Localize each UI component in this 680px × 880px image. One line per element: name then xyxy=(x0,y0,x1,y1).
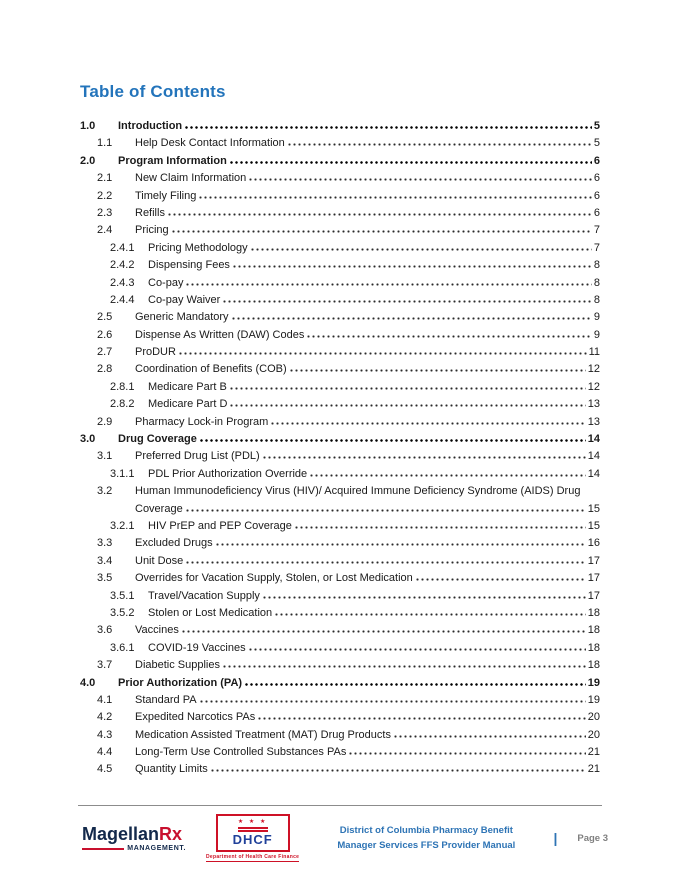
toc-entry-label: Medicare Part B xyxy=(148,380,227,393)
toc-entry-label: Dispensing Fees xyxy=(148,259,230,272)
toc-entry-page: 18 xyxy=(587,641,600,654)
toc-entry-page: 6 xyxy=(593,189,600,202)
toc-entry-number: 2.4.1 xyxy=(110,241,135,254)
toc-entry-number: 2.9 xyxy=(97,415,113,428)
toc-entry xyxy=(80,448,600,465)
toc-entry-label: Medication Assisted Treatment (MAT) Drug Products xyxy=(135,728,391,741)
toc-entry xyxy=(80,396,600,413)
toc-entry-label: Coverage xyxy=(135,502,183,515)
toc-dot-leader xyxy=(287,143,592,146)
toc-entry-label: Co-pay Waiver xyxy=(148,293,221,306)
toc-entry-page: 5 xyxy=(593,120,600,132)
toc-dot-leader xyxy=(222,300,592,303)
toc-entry-label: Quantity Limits xyxy=(135,763,208,776)
toc-entry-label: Refills xyxy=(135,206,165,219)
dhcf-logo-box xyxy=(216,814,290,852)
toc-dot-leader xyxy=(232,265,592,268)
toc-dot-leader xyxy=(167,213,592,216)
toc-entry-number: 3.7 xyxy=(97,659,113,672)
dc-flag-icon xyxy=(238,819,268,832)
toc-entry-page: 5 xyxy=(593,137,600,150)
toc-dot-leader xyxy=(184,126,592,129)
toc-dot-leader xyxy=(215,543,586,546)
magellan-tagline: MANAGEMENT. xyxy=(127,845,186,852)
toc-entry-label: Help Desk Contact Information xyxy=(135,137,285,150)
toc-dot-leader xyxy=(248,178,592,181)
toc-entry-page: 20 xyxy=(587,711,600,724)
toc-entry-page: 15 xyxy=(587,502,600,515)
toc-dot-leader xyxy=(309,474,586,477)
toc-dot-leader xyxy=(181,630,586,633)
toc-entry-label: PDL Prior Authorization Override xyxy=(148,467,308,480)
toc-entry-label: Coordination of Benefits (COB) xyxy=(135,363,287,376)
toc-entry-page: 11 xyxy=(588,346,600,359)
toc-entry-page: 15 xyxy=(587,519,600,532)
magellan-brand-text: Magellan xyxy=(82,824,160,844)
toc-entry xyxy=(80,483,600,500)
toc-entry xyxy=(80,292,600,309)
toc-entry xyxy=(80,744,600,761)
toc-entry-page: 6 xyxy=(593,172,600,185)
toc-dot-leader xyxy=(262,596,586,599)
toc-entry xyxy=(80,605,600,622)
toc-entry-number: 1.1 xyxy=(97,137,113,150)
toc-entry-number: 2.1 xyxy=(97,172,113,185)
toc-dot-leader xyxy=(210,769,586,772)
toc-dot-leader xyxy=(415,578,586,581)
toc-entry-page: 19 xyxy=(587,693,600,706)
toc-entry-continuation xyxy=(80,501,600,518)
toc-entry-label: Human Immunodeficiency Virus (HIV)/ Acquired Immune Deficiency Syndrome (AIDS) Drug xyxy=(135,485,581,498)
toc-entry-label: Overrides for Vacation Supply, Stolen, or Lost Medication xyxy=(135,572,413,585)
toc-dot-leader xyxy=(306,335,592,338)
magellan-wordmark xyxy=(82,824,186,844)
toc-entry xyxy=(80,675,600,692)
toc-dot-leader xyxy=(248,648,586,651)
toc-entry xyxy=(80,535,600,552)
toc-entry-number: 2.2 xyxy=(97,189,113,202)
toc-entry-label: Dispense As Written (DAW) Codes xyxy=(135,328,305,341)
toc-entry-page: 13 xyxy=(587,398,600,411)
toc-entry-label: COVID-19 Vaccines xyxy=(148,641,246,654)
toc-entry-page: 18 xyxy=(587,606,600,619)
toc-entry-number: 4.1 xyxy=(97,693,113,706)
footer-doc-title-line2: Manager Services FFS Provider Manual xyxy=(337,840,516,851)
toc-dot-leader xyxy=(185,561,585,564)
toc-list xyxy=(80,118,600,779)
toc-entry xyxy=(80,188,600,205)
toc-entry-number: 3.1.1 xyxy=(110,467,135,480)
toc-entry-number: 2.0 xyxy=(80,154,96,167)
toc-entry-page: 17 xyxy=(587,554,600,567)
toc-entry-label: HIV PrEP and PEP Coverage xyxy=(148,519,292,532)
toc-entry-label: Pricing xyxy=(135,224,169,237)
toc-dot-leader xyxy=(274,613,586,616)
toc-entry xyxy=(80,518,600,535)
toc-entry-page: 14 xyxy=(587,467,600,480)
toc-entry-label: Long-Term Use Controlled Substances PAs xyxy=(135,746,347,759)
toc-entry-number: 2.4.3 xyxy=(110,276,135,289)
toc-dot-leader xyxy=(185,283,591,286)
toc-entry-page: 14 xyxy=(587,433,600,446)
toc-entry-page: 21 xyxy=(587,763,600,776)
toc-entry xyxy=(80,153,600,170)
toc-entry-number: 2.3 xyxy=(97,206,113,219)
toc-dot-leader xyxy=(171,230,592,233)
toc-entry xyxy=(80,709,600,726)
toc-entry xyxy=(80,309,600,326)
toc-entry-page: 13 xyxy=(587,415,600,428)
toc-entry-label: Travel/Vacation Supply xyxy=(148,589,260,602)
toc-entry xyxy=(80,588,600,605)
magellan-logo-rule xyxy=(82,848,124,850)
toc-entry-page: 8 xyxy=(593,276,600,289)
toc-entry-label: Program Information xyxy=(118,154,227,167)
toc-entry-number: 3.5.1 xyxy=(110,589,135,602)
toc-entry-page: 18 xyxy=(587,659,600,672)
toc-entry-page: 17 xyxy=(587,572,600,585)
toc-entry-number: 4.0 xyxy=(80,676,96,689)
toc-entry-page: 6 xyxy=(593,206,600,219)
toc-dot-leader xyxy=(199,439,586,442)
toc-entry-number: 3.3 xyxy=(97,537,113,550)
toc-entry-number: 3.2 xyxy=(97,485,113,498)
toc-dot-leader xyxy=(222,665,586,668)
toc-entry xyxy=(80,414,600,431)
toc-entry-label: Diabetic Supplies xyxy=(135,659,220,672)
toc-entry-page: 21 xyxy=(587,746,600,759)
toc-entry xyxy=(80,570,600,587)
toc-entry xyxy=(80,240,600,257)
dc-flag-stars-icon: ★ ★ ★ xyxy=(237,819,268,825)
toc-entry-label: New Claim Information xyxy=(135,172,247,185)
toc-entry-label: Pricing Methodology xyxy=(148,241,248,254)
page-footer xyxy=(0,805,680,862)
toc-entry xyxy=(80,327,600,344)
toc-entry-number: 2.5 xyxy=(97,311,113,324)
toc-entry xyxy=(80,657,600,674)
toc-entry-label: Vaccines xyxy=(135,624,179,637)
toc-entry xyxy=(80,379,600,396)
toc-entry-number: 2.6 xyxy=(97,328,113,341)
toc-entry-number: 2.4.4 xyxy=(110,293,135,306)
footer-doc-title xyxy=(319,823,533,853)
toc-entry-number: 3.5.2 xyxy=(110,606,135,619)
toc-entry-label: Excluded Drugs xyxy=(135,537,213,550)
toc-entry-number: 4.2 xyxy=(97,711,113,724)
toc-entry-page: 8 xyxy=(593,259,600,272)
toc-entry-number: 3.6 xyxy=(97,624,113,637)
toc-entry xyxy=(80,222,600,239)
toc-entry xyxy=(80,466,600,483)
toc-entry xyxy=(80,640,600,657)
toc-entry-label: Timely Filing xyxy=(135,189,197,202)
toc-entry-number: 3.1 xyxy=(97,450,113,463)
toc-entry-label: Generic Mandatory xyxy=(135,311,229,324)
toc-entry-page: 8 xyxy=(593,293,600,306)
toc-entry-page: 9 xyxy=(593,311,600,324)
toc-dot-leader xyxy=(229,404,585,407)
dhcf-logo xyxy=(206,814,299,862)
toc-entry xyxy=(80,622,600,639)
toc-entry-page: 12 xyxy=(587,380,600,393)
toc-entry-page: 20 xyxy=(587,728,600,741)
toc-entry-page: 9 xyxy=(593,328,600,341)
toc-entry-page: 7 xyxy=(593,224,600,237)
toc-entry xyxy=(80,170,600,187)
toc-entry-number: 3.2.1 xyxy=(110,519,135,532)
toc-entry xyxy=(80,135,600,152)
toc-entry xyxy=(80,761,600,778)
toc-entry-number: 3.5 xyxy=(97,572,113,585)
toc-entry-page: 14 xyxy=(587,450,600,463)
toc-entry-label: Co-pay xyxy=(148,276,184,289)
toc-entry-page: 17 xyxy=(587,589,600,602)
toc-dot-leader xyxy=(270,422,585,425)
toc-entry-page: 16 xyxy=(587,537,600,550)
page-number-label: Page 3 xyxy=(577,832,608,844)
toc-dot-leader xyxy=(199,700,586,703)
toc-entry-page: 7 xyxy=(593,241,600,254)
toc-entry-label: Pharmacy Lock-in Program xyxy=(135,415,269,428)
toc-entry xyxy=(80,118,600,135)
toc-entry-number: 3.6.1 xyxy=(110,641,135,654)
toc-entry-label: Stolen or Lost Medication xyxy=(148,606,273,619)
toc-dot-leader xyxy=(250,248,592,251)
page-title: Table of Contents xyxy=(80,82,226,101)
toc-entry-number: 4.5 xyxy=(97,763,113,776)
toc-dot-leader xyxy=(231,317,592,320)
toc-entry xyxy=(80,553,600,570)
toc-entry-number: 1.0 xyxy=(80,120,96,132)
toc-entry xyxy=(80,275,600,292)
toc-entry-number: 4.3 xyxy=(97,728,113,741)
toc-entry-label: Medicare Part D xyxy=(148,398,228,411)
toc-entry-number: 2.8.2 xyxy=(110,398,135,411)
footer-separator: | xyxy=(553,830,558,846)
toc-entry xyxy=(80,692,600,709)
dhcf-department-name: Department of Health Care Finance xyxy=(206,854,300,860)
dhcf-acronym: DHCF xyxy=(232,832,273,847)
toc-entry xyxy=(80,431,600,448)
toc-dot-leader xyxy=(393,735,586,738)
toc-entry-label: Prior Authorization (PA) xyxy=(118,676,243,689)
toc-entry-number: 2.7 xyxy=(97,346,113,359)
toc-entry-label: Preferred Drug List (PDL) xyxy=(135,450,260,463)
toc-dot-leader xyxy=(289,369,586,372)
toc-entry xyxy=(80,257,600,274)
toc-dot-leader xyxy=(198,196,592,199)
toc-entry xyxy=(80,205,600,222)
magellanrx-logo xyxy=(82,824,186,852)
toc-entry-page: 6 xyxy=(593,154,600,167)
toc-entry-number: 2.8.1 xyxy=(110,380,135,393)
toc-entry-page: 18 xyxy=(587,624,600,637)
footer-doc-title-line1: District of Columbia Pharmacy Benefit xyxy=(339,825,513,836)
toc-section xyxy=(80,82,600,779)
toc-entry xyxy=(80,727,600,744)
magellan-rx-text: Rx xyxy=(159,824,183,844)
toc-entry-label: Unit Dose xyxy=(135,554,184,567)
toc-entry-number: 3.0 xyxy=(80,433,96,446)
toc-entry-label: Drug Coverage xyxy=(118,433,197,446)
toc-entry-number: 2.4.2 xyxy=(110,259,135,272)
toc-entry-number: 2.4 xyxy=(97,224,113,237)
dc-flag-bar-icon xyxy=(238,827,268,829)
toc-dot-leader xyxy=(244,683,586,686)
toc-dot-leader xyxy=(185,509,586,512)
toc-dot-leader xyxy=(229,387,586,390)
toc-entry-label: ProDUR xyxy=(135,346,176,359)
toc-entry-number: 4.4 xyxy=(97,746,113,759)
toc-dot-leader xyxy=(257,717,586,720)
toc-dot-leader xyxy=(262,456,586,459)
toc-dot-leader xyxy=(229,161,592,164)
toc-dot-leader xyxy=(294,526,586,529)
toc-entry-label: Standard PA xyxy=(135,693,197,706)
toc-entry-label: Expedited Narcotics PAs xyxy=(135,711,256,724)
toc-entry xyxy=(80,344,600,361)
toc-dot-leader xyxy=(178,352,587,355)
toc-dot-leader xyxy=(348,752,585,755)
toc-entry xyxy=(80,361,600,378)
toc-entry-page: 19 xyxy=(587,676,600,689)
toc-entry-number: 3.4 xyxy=(97,554,113,567)
toc-entry-page: 12 xyxy=(587,363,600,376)
toc-entry-label: Introduction xyxy=(118,120,183,132)
toc-entry-number: 2.8 xyxy=(97,363,113,376)
